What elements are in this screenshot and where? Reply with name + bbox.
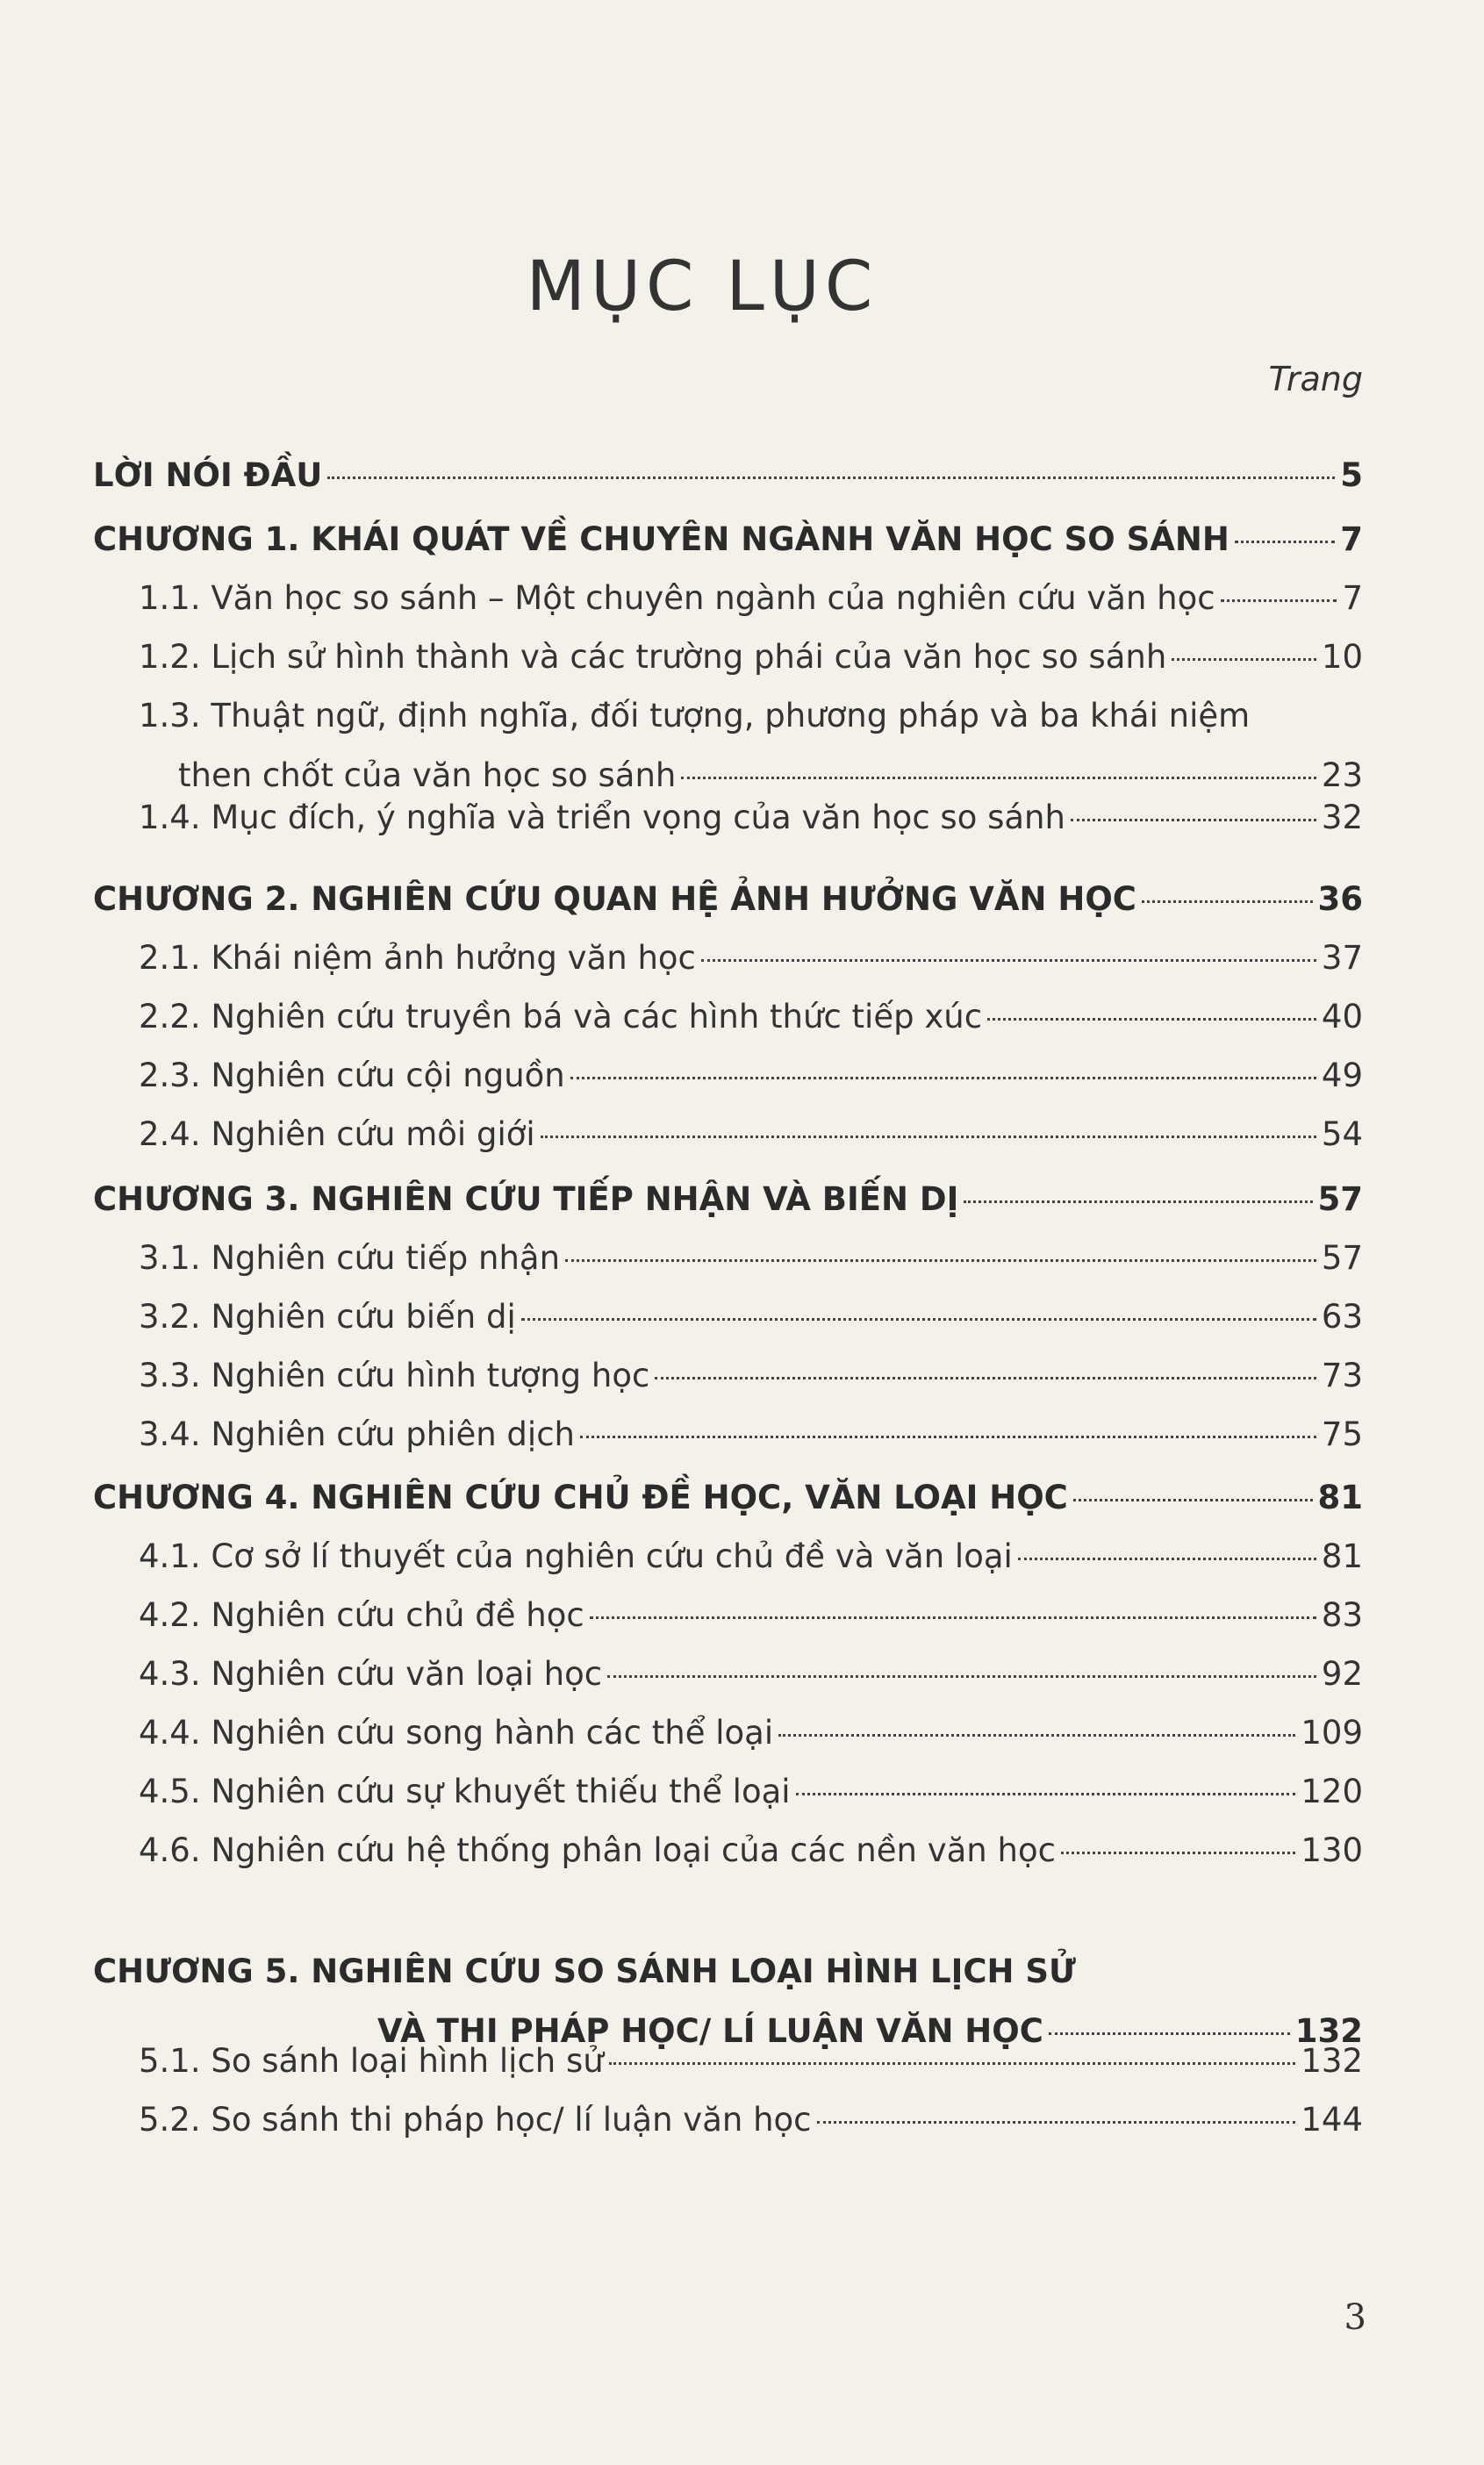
toc-section-entry	[139, 1831, 1363, 1869]
toc-chapter-entry	[93, 456, 1363, 494]
toc-chapter-entry	[93, 1479, 1363, 1516]
toc-entry-title: 4.2. Nghiên cứu chủ đề học	[139, 1596, 584, 1634]
dot-leader	[701, 959, 1316, 962]
dot-leader	[817, 2121, 1296, 2124]
page-number: 3	[1344, 2297, 1366, 2338]
toc-page-number: 40	[1321, 998, 1363, 1035]
toc-section-entry	[139, 697, 1250, 734]
toc-page-number: 7	[1340, 520, 1363, 558]
toc-entry-title-cont: then chốt của văn học so sánh	[178, 756, 677, 794]
toc-page-number: 73	[1321, 1357, 1363, 1394]
dot-leader	[1018, 1558, 1316, 1560]
toc-entry-title: 1.2. Lịch sử hình thành và các trường phái của văn học so sánh	[139, 638, 1167, 676]
toc-entry-title: 1.1. Văn học so sánh – Một chuyên ngành của nghiên cứu văn học	[139, 579, 1215, 617]
toc-page-number: 109	[1301, 1714, 1363, 1752]
toc-chapter-entry	[93, 520, 1363, 558]
toc-page-number: 81	[1317, 1479, 1363, 1516]
dot-leader	[327, 477, 1335, 479]
page-title: MỤC LỤC	[526, 247, 878, 326]
toc-section-entry	[139, 1655, 1363, 1693]
toc-page-number: 132	[1294, 2012, 1363, 2050]
toc-section-entry	[139, 579, 1363, 617]
toc-entry-title: 4.5. Nghiên cứu sự khuyết thiếu thể loại	[139, 1773, 791, 1810]
toc-entry-title: 3.3. Nghiên cứu hình tượng học	[139, 1357, 650, 1394]
toc-entry-title: LỜI NÓI ĐẦU	[93, 456, 323, 494]
dot-leader	[796, 1793, 1296, 1795]
dot-leader	[1172, 658, 1316, 661]
toc-section-entry	[139, 2042, 1363, 2080]
toc-entry-title: 5.1. So sánh loại hình lịch sử	[139, 2042, 604, 2080]
toc-page-number: 130	[1301, 1831, 1363, 1869]
toc-section-entry	[139, 1773, 1363, 1810]
toc-chapter-entry	[93, 1953, 1076, 1990]
dot-leader	[1073, 1499, 1313, 1501]
toc-page-number: 57	[1321, 1239, 1363, 1277]
toc-section-entry	[139, 1714, 1363, 1752]
toc-page-number: 92	[1321, 1655, 1363, 1693]
toc-entry-title: CHƯƠNG 2. NGHIÊN CỨU QUAN HỆ ẢNH HƯỞNG VĂN HỌC	[93, 880, 1136, 918]
toc-page-number: 120	[1301, 1773, 1363, 1810]
dot-leader	[580, 1436, 1316, 1438]
toc-page-number: 57	[1317, 1180, 1363, 1218]
toc-section-entry	[139, 2101, 1363, 2139]
dot-leader	[1061, 1852, 1295, 1854]
toc-entry-title: 3.2. Nghiên cứu biến dị	[139, 1298, 516, 1336]
dot-leader	[1221, 599, 1337, 602]
toc-entry-title: 4.1. Cơ sở lí thuyết của nghiên cứu chủ đề và văn loại	[139, 1537, 1013, 1575]
dot-leader	[570, 1077, 1316, 1079]
toc-section-entry	[139, 799, 1363, 836]
dot-leader	[681, 777, 1316, 779]
toc-page-number: 81	[1321, 1537, 1363, 1575]
toc-section-entry	[139, 638, 1363, 676]
toc-page-number: 83	[1321, 1596, 1363, 1634]
toc-page-number: 32	[1321, 799, 1363, 836]
toc-entry-continuation	[178, 756, 1363, 794]
toc-entry-title: 2.3. Nghiên cứu cội nguồn	[139, 1057, 565, 1094]
toc-entry-title: CHƯƠNG 3. NGHIÊN CỨU TIẾP NHẬN VÀ BIẾN DỊ	[93, 1180, 959, 1218]
toc-section-entry	[139, 1239, 1363, 1277]
toc-page-number: 36	[1317, 880, 1363, 918]
dot-leader	[607, 1675, 1316, 1678]
toc-entry-title: 3.1. Nghiên cứu tiếp nhận	[139, 1239, 561, 1277]
toc-section-entry	[139, 1415, 1363, 1453]
dot-leader	[1142, 900, 1313, 903]
dot-leader	[521, 1318, 1316, 1321]
dot-leader	[1235, 541, 1335, 543]
toc-section-entry	[139, 1357, 1363, 1394]
toc-section-entry	[139, 1596, 1363, 1634]
toc-entry-title: 3.4. Nghiên cứu phiên dịch	[139, 1415, 575, 1453]
toc-section-entry	[139, 1115, 1363, 1153]
toc-page-number: 5	[1340, 456, 1363, 494]
toc-section-entry	[139, 939, 1363, 977]
toc-entry-title: 1.4. Mục đích, ý nghĩa và triển vọng của văn học so sánh	[139, 799, 1065, 836]
toc-page-number: 10	[1321, 638, 1363, 676]
dot-leader	[609, 2062, 1296, 2065]
toc-entry-title: 5.2. So sánh thi pháp học/ lí luận văn học	[139, 2101, 812, 2139]
toc-page-number: 63	[1321, 1298, 1363, 1336]
toc-section-entry	[139, 1537, 1363, 1575]
toc-entry-title-cont: VÀ THI PHÁP HỌC/ LÍ LUẬN VĂN HỌC	[377, 2012, 1043, 2050]
dot-leader	[964, 1200, 1312, 1203]
page-column-label: Trang	[1268, 360, 1363, 398]
dot-leader	[590, 1616, 1316, 1619]
toc-page-number: 144	[1301, 2101, 1363, 2139]
toc-chapter-entry	[93, 880, 1363, 918]
toc-entry-title: 2.4. Nghiên cứu môi giới	[139, 1115, 535, 1153]
toc-entry-title: CHƯƠNG 1. KHÁI QUÁT VỀ CHUYÊN NGÀNH VĂN HỌC SO SÁNH	[93, 520, 1229, 558]
toc-page-number: 23	[1321, 756, 1363, 794]
dot-leader	[655, 1377, 1316, 1379]
dot-leader	[1049, 2032, 1290, 2035]
toc-page-number: 7	[1342, 579, 1363, 617]
toc-entry-title: 2.2. Nghiên cứu truyền bá và các hình thức tiếp xúc	[139, 998, 983, 1035]
dot-leader	[778, 1734, 1295, 1737]
dot-leader	[987, 1018, 1316, 1021]
toc-page-number: 75	[1321, 1415, 1363, 1453]
toc-page-number: 54	[1321, 1115, 1363, 1153]
toc-page-number: 132	[1301, 2042, 1363, 2080]
toc-entry-title: 4.4. Nghiên cứu song hành các thể loại	[139, 1714, 774, 1752]
toc-section-entry	[139, 998, 1363, 1035]
toc-chapter-entry	[93, 1180, 1363, 1218]
toc-entry-title: 2.1. Khái niệm ảnh hưởng văn học	[139, 939, 696, 977]
toc-page-number: 49	[1321, 1057, 1363, 1094]
toc-entry-title: 1.3. Thuật ngữ, định nghĩa, đối tượng, phương pháp và ba khái niệm	[139, 697, 1251, 734]
toc-entry-title: CHƯƠNG 4. NGHIÊN CỨU CHỦ ĐỀ HỌC, VĂN LOẠI HỌC	[93, 1479, 1068, 1516]
toc-page-number: 37	[1321, 939, 1363, 977]
toc-section-entry	[139, 1298, 1363, 1336]
toc-section-entry	[139, 1057, 1363, 1094]
dot-leader	[541, 1136, 1316, 1138]
toc-entry-title: 4.6. Nghiên cứu hệ thống phân loại của các nền văn học	[139, 1831, 1056, 1869]
toc-entry-title: 4.3. Nghiên cứu văn loại học	[139, 1655, 603, 1693]
dot-leader	[565, 1259, 1316, 1262]
toc-entry-title: CHƯƠNG 5. NGHIÊN CỨU SO SÁNH LOẠI HÌNH LỊCH SỬ	[93, 1953, 1076, 1990]
dot-leader	[1071, 819, 1316, 821]
